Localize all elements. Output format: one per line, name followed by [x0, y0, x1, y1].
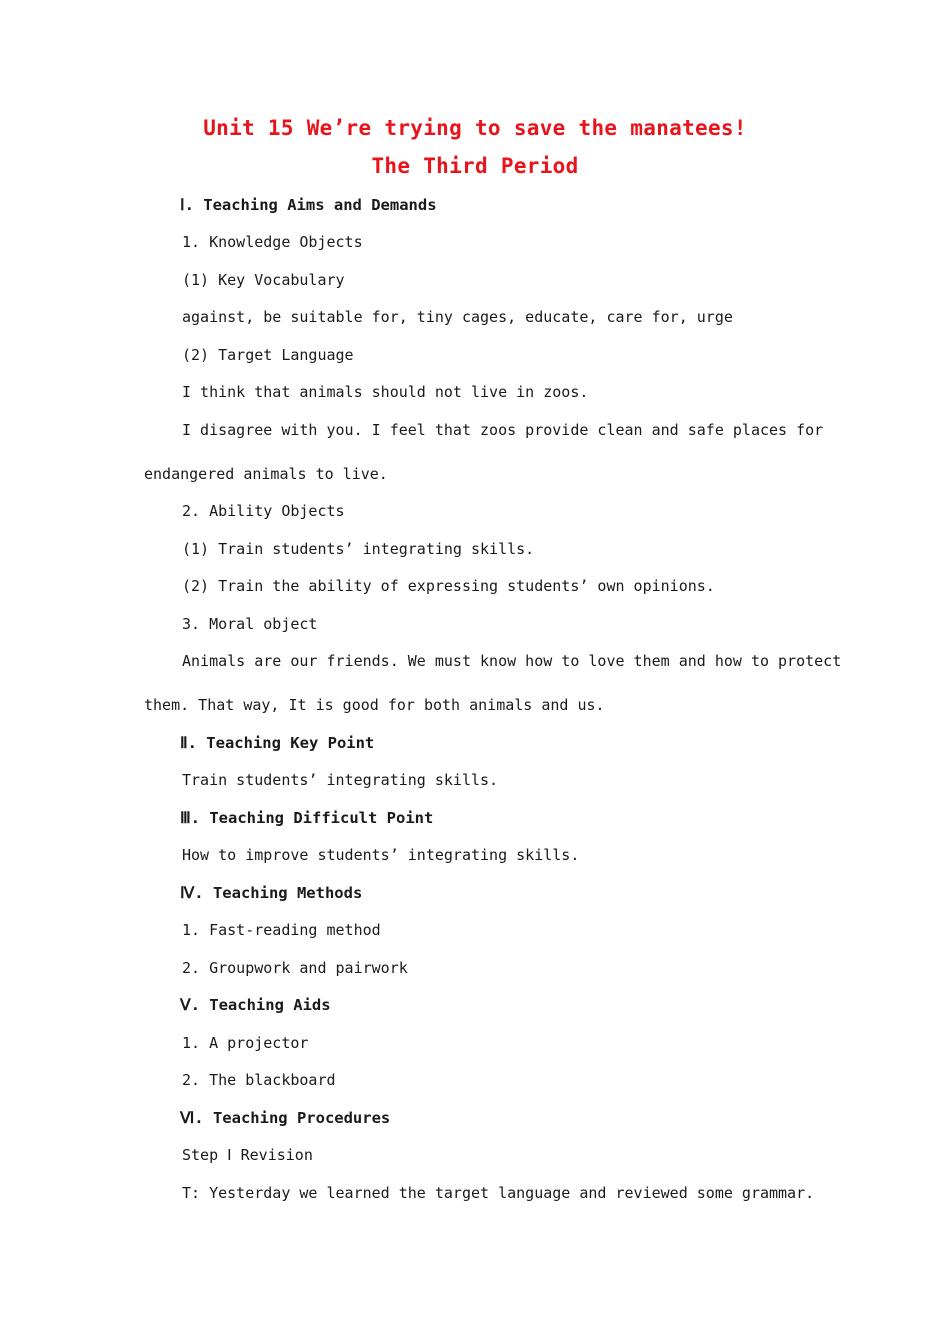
section-heading-procedures: Ⅵ. Teaching Procedures [180, 1109, 391, 1127]
moral-object-text: Animals are our friends. We must know how to love them and how to protect [182, 652, 842, 670]
knowledge-objects-label: 1. Knowledge Objects [182, 233, 363, 251]
target-language-sentence-1: I think that animals should not live in zoos. [182, 383, 589, 401]
method-item-1: 1. Fast-reading method [182, 921, 381, 939]
section-heading-aids: Ⅴ. Teaching Aids [180, 996, 331, 1014]
aid-item-1: 1. A projector [182, 1034, 309, 1052]
document-subtitle: The Third Period [371, 154, 579, 178]
method-item-2: 2. Groupwork and pairwork [182, 959, 408, 977]
moral-object-label: 3. Moral object [182, 615, 318, 633]
ability-objective-2: (2) Train the ability of expressing students’ own opinions. [182, 577, 715, 595]
key-vocabulary-label: (1) Key Vocabulary [182, 271, 345, 289]
section-heading-key-point: Ⅱ. Teaching Key Point [180, 734, 375, 752]
teacher-line: T: Yesterday we learned the target language and reviewed some grammar. [182, 1184, 815, 1202]
step-revision-label: Step Ⅰ Revision [182, 1146, 313, 1164]
document-title: Unit 15 We’re trying to save the manatees! [203, 116, 747, 140]
section-heading-difficult-point: Ⅲ. Teaching Difficult Point [180, 809, 434, 827]
section-heading-aims: Ⅰ. Teaching Aims and Demands [180, 196, 437, 214]
target-language-sentence-2-continued: endangered animals to live. [144, 465, 388, 483]
ability-objects-label: 2. Ability Objects [182, 502, 345, 520]
section-heading-methods: Ⅳ. Teaching Methods [180, 884, 363, 902]
target-language-label: (2) Target Language [182, 346, 354, 364]
key-vocabulary-text: against, be suitable for, tiny cages, educate, care for, urge [182, 308, 733, 326]
moral-object-text-continued: them. That way, It is good for both animals and us. [144, 696, 605, 714]
key-point-text: Train students’ integrating skills. [182, 771, 499, 789]
aid-item-2: 2. The blackboard [182, 1071, 336, 1089]
difficult-point-text: How to improve students’ integrating skills. [182, 846, 580, 864]
target-language-sentence-2: I disagree with you. I feel that zoos provide clean and safe places for [182, 421, 824, 439]
ability-objective-1: (1) Train students’ integrating skills. [182, 540, 535, 558]
